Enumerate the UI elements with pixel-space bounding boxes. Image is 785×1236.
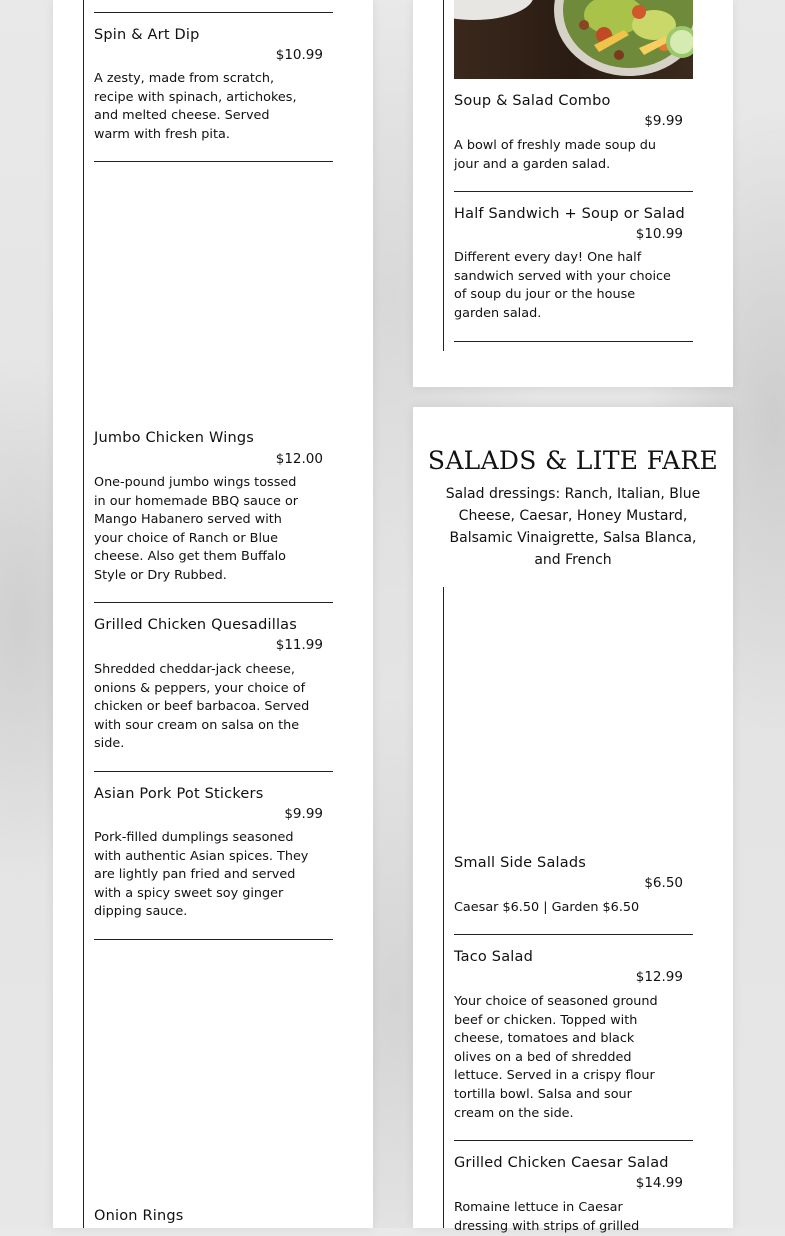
- item-divider: [94, 12, 333, 13]
- salad-dressings-note: Salad dressings: Ranch, Italian, Blue Cheese, Caesar, Honey Mustard, Balsamic Vinaigrette, Salsa Blanca, and French: [445, 486, 701, 568]
- menu-item-title: Taco Salad: [454, 949, 534, 965]
- menu-item-price: $12.99: [635, 969, 683, 985]
- menu-item-description: Pork-filled dumplings seasoned with authentic Asian spices. They are lightly pan fried and served with a spicy sweet soy ginger dipping sauce.: [94, 830, 309, 920]
- item-divider: [454, 1140, 693, 1141]
- menu-item-price: $10.99: [635, 226, 683, 242]
- menu-item-description: A zesty, made from scratch, recipe with spinach, artichokes, and melted cheese. Served warm with fresh pita.: [94, 71, 297, 142]
- column-divider: [83, 0, 84, 1228]
- menu-item-price: $12.00: [275, 451, 323, 467]
- menu-item-title: Asian Pork Pot Stickers: [94, 786, 264, 802]
- menu-item-description: Your choice of seasoned ground beef or chicken. Topped with cheese, tomatoes and black olives on a bed of shredded lettuce. Served in a crispy flour tortilla bowl. Salsa and sour cream on the side.: [454, 994, 658, 1121]
- menu-item-title: Grilled Chicken Quesadillas: [94, 617, 298, 633]
- item-divider: [94, 771, 333, 772]
- menu-item-description: Romaine lettuce in Caesar dressing with strips of grilled: [454, 1200, 640, 1234]
- item-divider: [454, 191, 693, 192]
- menu-item-price: $14.99: [635, 1175, 683, 1191]
- menu-item-title: Small Side Salads: [454, 855, 587, 871]
- column-divider: [443, 587, 444, 1228]
- salads-card: [413, 407, 733, 1234]
- column-divider: [443, 0, 444, 351]
- menu-item-description: One-pound jumbo wings tossed in our homemade BBQ sauce or Mango Habanero served with your choice of Ranch or Blue cheese. Also get them Buffalo Style or Dry Rubbed.: [94, 475, 299, 583]
- menu-item-title: Grilled Chicken Caesar Salad: [454, 1155, 669, 1171]
- section-heading: SALADS & LITE FARE: [427, 446, 719, 475]
- salad-photo: [454, 0, 693, 79]
- menu-item-title: Half Sandwich + Soup or Salad: [454, 206, 685, 222]
- menu-item-price: $11.99: [275, 637, 323, 653]
- menu-item-price: $9.99: [284, 806, 323, 822]
- appetizers-card: [53, 0, 373, 1228]
- menu-item-description: Caesar $6.50 | Garden $6.50: [454, 900, 640, 915]
- item-divider: [454, 341, 693, 342]
- menu-item-title: Soup & Salad Combo: [454, 93, 611, 109]
- menu-item-description: A bowl of freshly made soup du jour and a garden salad.: [454, 138, 657, 172]
- item-divider: [94, 161, 333, 162]
- soup-card: [413, 0, 733, 387]
- menu-item-description: Shredded cheddar-jack cheese, onions & peppers, your choice of chicken or beef barbacoa. Served with sour cream on salsa on the side.: [94, 662, 310, 752]
- menu-item-title: Jumbo Chicken Wings: [94, 430, 254, 446]
- item-divider: [94, 602, 333, 603]
- item-divider: [94, 939, 333, 940]
- menu-item-title: Spin & Art Dip: [94, 27, 200, 43]
- menu-item-price: $10.99: [275, 47, 323, 63]
- menu-item-description: Different every day! One half sandwich served with your choice of soup du jour or the house garden salad.: [454, 250, 671, 321]
- menu-item-price: $9.99: [644, 113, 683, 129]
- item-divider: [454, 934, 693, 935]
- menu-item-price: $6.50: [644, 875, 683, 891]
- menu-item-title: Onion Rings: [94, 1208, 184, 1224]
